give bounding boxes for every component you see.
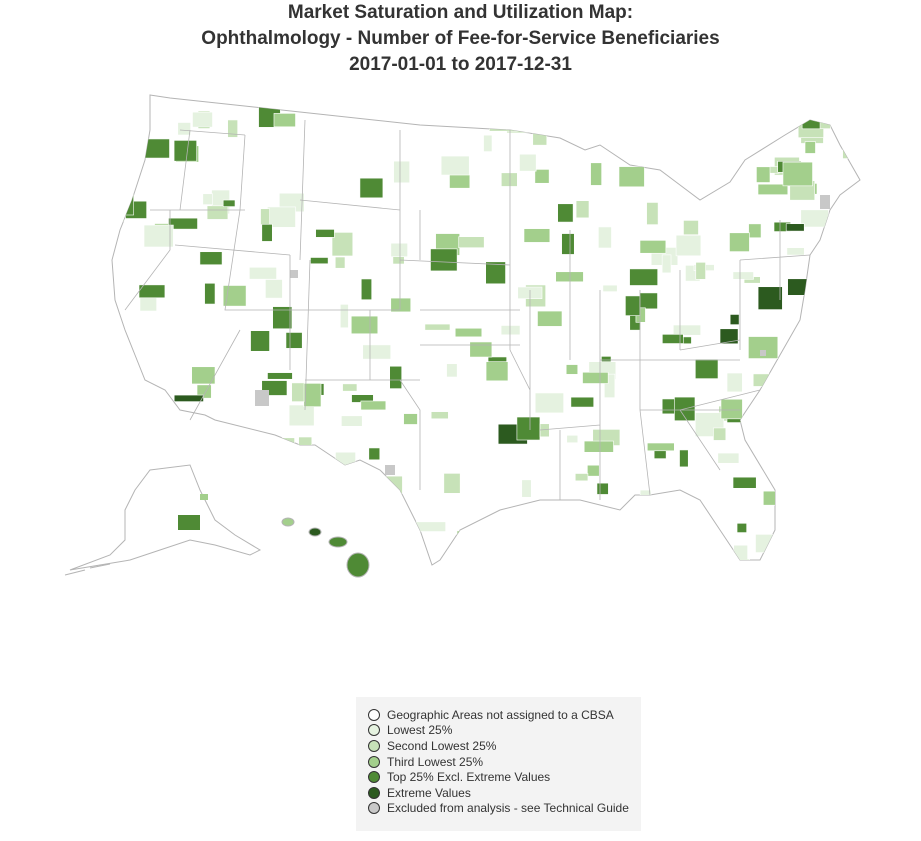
conus-outline <box>112 95 860 565</box>
cbsa-region <box>482 96 510 102</box>
cbsa-region <box>812 419 840 441</box>
legend-label: Second Lowest 25% <box>387 738 497 753</box>
cbsa-region <box>662 255 671 273</box>
cbsa-region <box>371 546 397 559</box>
cbsa-region <box>444 473 460 493</box>
cbsa-region <box>597 483 608 494</box>
cbsa-region <box>251 331 270 352</box>
cbsa-region <box>310 257 328 263</box>
cbsa-region <box>784 358 808 370</box>
cbsa-region <box>371 510 400 530</box>
excluded-region <box>290 270 298 278</box>
cbsa-region <box>861 528 880 544</box>
cbsa-region <box>567 435 578 442</box>
cbsa-region <box>335 452 355 475</box>
legend-label: Third Lowest 25% <box>387 754 484 769</box>
cbsa-region <box>340 304 348 327</box>
cbsa-region <box>776 547 799 565</box>
cbsa-region <box>676 235 701 256</box>
cbsa-region <box>341 416 362 427</box>
us-cbsa-map[interactable] <box>40 90 880 590</box>
cbsa-region <box>756 167 770 183</box>
cbsa-region <box>824 281 845 293</box>
legend-swatch <box>368 740 380 752</box>
cbsa-region <box>332 232 353 256</box>
cbsa-region <box>115 198 124 221</box>
cbsa-region <box>344 497 364 507</box>
cbsa-region <box>571 397 594 407</box>
cbsa-region <box>603 285 617 292</box>
cbsa-region <box>360 178 383 198</box>
cbsa-region <box>696 262 706 279</box>
legend-swatch <box>368 771 380 783</box>
cbsa-region <box>844 302 858 326</box>
cbsa-region <box>786 410 800 428</box>
cbsa-region <box>261 209 270 225</box>
legend-label: Geographic Areas not assigned to a CBSA <box>387 707 614 722</box>
cbsa-region <box>727 373 742 392</box>
cbsa-region <box>787 248 804 255</box>
cbsa-region <box>262 224 272 241</box>
cbsa-region <box>802 106 820 129</box>
legend-label: Extreme Values <box>387 785 471 800</box>
cbsa-region <box>783 162 813 186</box>
cbsa-region <box>694 130 702 151</box>
cbsa-region <box>683 220 698 234</box>
cbsa-region <box>178 123 191 136</box>
cbsa-region <box>807 412 830 421</box>
map-title <box>0 0 921 78</box>
cbsa-region <box>734 545 748 560</box>
cbsa-region <box>484 135 492 151</box>
title-line-1: Market Saturation and Utilization Map: <box>287 2 634 23</box>
cbsa-region <box>139 285 165 298</box>
cbsa-region <box>351 316 378 334</box>
legend-swatch <box>368 724 380 736</box>
cbsa-region <box>205 283 215 304</box>
cbsa-region <box>763 491 782 505</box>
cbsa-region <box>361 279 371 300</box>
cbsa-region <box>749 224 761 238</box>
excluded-region <box>760 350 766 356</box>
cbsa-region <box>704 124 731 133</box>
cbsa-region <box>363 345 391 359</box>
cbsa-region <box>292 383 304 402</box>
cbsa-region <box>286 332 302 348</box>
cbsa-region <box>359 484 372 501</box>
cbsa-region <box>270 438 295 458</box>
cbsa-region <box>431 412 448 419</box>
cbsa-region <box>591 163 602 186</box>
cbsa-region <box>335 257 345 268</box>
cbsa-region <box>115 115 143 136</box>
cbsa-region <box>170 414 183 427</box>
cbsa-region <box>207 206 228 220</box>
cbsa-region <box>730 314 739 324</box>
cbsa-region <box>146 440 158 454</box>
cbsa-region <box>839 509 850 524</box>
cbsa-region <box>391 243 408 257</box>
cbsa-region <box>625 296 639 316</box>
cbsa-region <box>806 523 815 543</box>
cbsa-region <box>320 469 344 490</box>
cbsa-region <box>713 428 725 440</box>
cbsa-region <box>174 140 197 161</box>
cbsa-region <box>805 142 815 154</box>
cbsa-region <box>289 405 314 426</box>
legend-label: Top 25% Excl. Extreme Values <box>387 770 551 785</box>
cbsa-region <box>223 285 246 306</box>
cbsa-region <box>200 252 222 265</box>
cbsa-region <box>299 437 312 450</box>
cbsa-region <box>361 401 386 410</box>
cbsa-region <box>535 393 563 413</box>
cbsa-region <box>583 372 609 383</box>
cbsa-region <box>737 523 747 532</box>
title-line-3: 2017-01-01 to 2017-12-31 <box>349 54 572 75</box>
cbsa-region <box>489 117 518 131</box>
cbsa-region <box>241 450 268 471</box>
excluded-region <box>820 195 830 209</box>
legend-swatch <box>368 709 380 721</box>
cbsa-region <box>782 514 807 525</box>
cbsa-region <box>430 249 457 271</box>
cbsa-region <box>304 383 321 406</box>
cbsa-region <box>380 476 402 493</box>
cbsa-region <box>404 414 418 425</box>
cbsa-region <box>412 105 424 115</box>
legend-item-lowest <box>368 723 641 739</box>
cbsa-region <box>782 492 801 515</box>
cbsa-region <box>517 417 540 440</box>
cbsa-region <box>524 229 550 243</box>
cbsa-region <box>680 450 689 467</box>
cbsa-region <box>535 169 549 183</box>
cbsa-region <box>291 547 311 565</box>
alaska-outline <box>70 465 260 570</box>
cbsa-region <box>583 517 609 541</box>
cbsa-region <box>803 497 826 517</box>
cbsa-region <box>695 359 718 378</box>
cbsa-region <box>729 233 749 252</box>
legend-label: Lowest 25% <box>387 723 453 738</box>
excluded-region <box>255 390 269 406</box>
cbsa-region <box>755 112 773 124</box>
cbsa-region <box>459 237 484 248</box>
cbsa-region <box>316 229 335 237</box>
legend-swatch <box>368 802 380 814</box>
cbsa-region <box>841 429 853 436</box>
cbsa-region <box>540 424 549 437</box>
cbsa-region <box>852 240 873 257</box>
cbsa-region <box>562 234 575 255</box>
cbsa-region <box>230 454 254 473</box>
cbsa-region <box>486 262 506 284</box>
cbsa-region <box>647 556 667 566</box>
cbsa-region <box>673 325 700 335</box>
cbsa-region <box>124 193 134 215</box>
cbsa-region <box>733 477 756 488</box>
cbsa-region <box>265 280 282 299</box>
cbsa-region <box>390 366 402 388</box>
cbsa-region <box>788 279 811 296</box>
cbsa-region <box>302 509 321 531</box>
cbsa-region <box>786 456 795 466</box>
cbsa-region <box>501 325 520 334</box>
cbsa-region <box>455 328 482 337</box>
cbsa-region <box>228 120 238 137</box>
cbsa-region <box>640 293 658 309</box>
cbsa-region <box>241 493 260 510</box>
cbsa-region <box>449 173 469 188</box>
cbsa-region <box>807 439 817 456</box>
cbsa-region <box>841 421 856 445</box>
cbsa-region <box>843 142 856 158</box>
cbsa-region <box>522 480 531 497</box>
title-line-2: Ophthalmology - Number of Fee-for-Service Beneficiaries <box>201 28 720 49</box>
cbsa-region <box>836 352 859 371</box>
cbsa-region <box>486 362 508 381</box>
cbsa-region <box>425 324 450 330</box>
cbsa-region <box>203 194 213 205</box>
cbsa-region <box>584 441 613 452</box>
cbsa-region <box>343 384 357 391</box>
cbsa-region <box>144 225 173 247</box>
cbsa-region <box>441 156 469 175</box>
cbsa-region <box>519 154 536 171</box>
cbsa-region <box>781 500 806 514</box>
map-legend <box>356 697 641 831</box>
cbsa-region <box>837 210 858 232</box>
cbsa-region <box>753 374 782 387</box>
cbsa-region <box>537 311 562 326</box>
cbsa-region <box>647 202 658 224</box>
cbsa-region <box>828 441 837 453</box>
cbsa-region <box>733 272 754 279</box>
cbsa-region <box>501 173 517 187</box>
cbsa-region <box>724 559 749 568</box>
cbsa-region <box>619 167 644 187</box>
cbsa-region <box>192 112 212 127</box>
cbsa-region <box>541 506 550 523</box>
cbsa-region <box>457 531 468 546</box>
cbsa-region <box>447 364 458 377</box>
cbsa-region <box>598 227 611 248</box>
cbsa-region <box>721 399 742 419</box>
cbsa-region <box>647 443 674 451</box>
cbsa-region <box>470 342 492 357</box>
cbsa-region <box>558 204 573 222</box>
hawaii <box>282 518 369 577</box>
cbsa-region <box>274 113 296 126</box>
legend-swatch <box>368 756 380 768</box>
legend-item-third-lowest <box>368 754 641 770</box>
legend-item-excluded <box>368 801 641 817</box>
legend-item-second-lowest <box>368 738 641 754</box>
cbsa-region <box>575 473 588 480</box>
cbsa-region <box>539 97 557 116</box>
cbsa-region <box>285 475 313 490</box>
alaska-cbsa-region <box>178 515 200 530</box>
cbsa-region <box>766 394 785 412</box>
cbsa-region <box>801 210 829 227</box>
cbsa-region <box>556 272 584 282</box>
cbsa-region <box>758 287 782 310</box>
cbsa-region <box>640 240 666 253</box>
cbsa-region <box>576 201 589 218</box>
cbsa-region <box>786 224 804 231</box>
alaska-cbsa-region <box>200 494 208 500</box>
cbsa-region <box>416 522 446 532</box>
cbsa-region <box>174 395 203 402</box>
legend-item-not-assigned <box>368 707 641 723</box>
cbsa-region <box>276 538 295 548</box>
cbsa-region <box>249 267 276 279</box>
cbsa-region <box>566 365 578 375</box>
cbsa-region <box>630 269 658 286</box>
cbsa-region <box>795 347 809 365</box>
cbsa-region <box>768 467 795 476</box>
cbsa-region <box>812 460 839 483</box>
excluded-region <box>385 465 395 475</box>
cbsa-region <box>140 297 157 311</box>
cbsa-region <box>267 373 292 380</box>
legend-swatch <box>368 787 380 799</box>
cbsa-region <box>855 270 880 279</box>
cbsa-region <box>615 126 624 135</box>
cbsa-region <box>657 526 670 548</box>
cbsa-region <box>587 465 599 476</box>
cbsa-region <box>495 541 509 549</box>
cbsa-region <box>721 148 736 169</box>
cbsa-region <box>369 448 380 460</box>
cbsa-region <box>223 200 235 207</box>
cbsa-region <box>722 144 748 158</box>
cbsa-region <box>780 384 807 398</box>
cbsa-region <box>844 275 864 292</box>
cbsa-region <box>139 557 159 578</box>
legend-item-extreme <box>368 785 641 801</box>
cbsa-region <box>838 506 851 515</box>
legend-label: Excluded from analysis - see Technical Guide <box>387 801 629 816</box>
cbsa-region <box>513 537 540 549</box>
cbsa-region <box>718 453 739 463</box>
cbsa-region <box>394 161 410 183</box>
legend-item-top <box>368 769 641 785</box>
